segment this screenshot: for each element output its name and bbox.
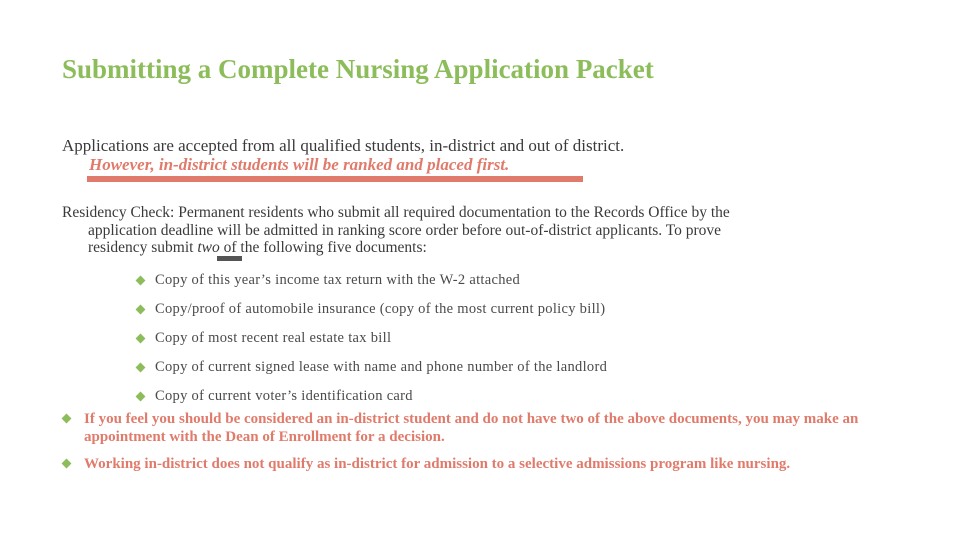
list-item bbox=[134, 353, 607, 382]
diamond-bullet-icon bbox=[62, 459, 72, 469]
diamond-bullet-icon bbox=[136, 276, 146, 286]
residency-line bbox=[62, 239, 862, 257]
note-item bbox=[60, 410, 890, 446]
highlight-mark bbox=[217, 256, 242, 261]
document-text: Copy of current signed lease with name and phone number of the landlord bbox=[155, 359, 608, 375]
notes-list bbox=[60, 410, 890, 482]
note-item bbox=[60, 455, 890, 473]
list-item bbox=[134, 266, 607, 295]
note-text: If you feel you should be considered an in-district student and do not have two of the above documents, you may make an appointment with the Dean of Enrollment for a decision. bbox=[84, 411, 859, 445]
diamond-bullet-icon bbox=[136, 334, 146, 344]
list-item bbox=[134, 324, 607, 353]
diamond-bullet-icon bbox=[136, 363, 146, 373]
document-list bbox=[134, 266, 607, 411]
intro-line: Applications are accepted from all qualified students, in-district and out of district. bbox=[62, 136, 625, 155]
residency-line: Residency Check: Permanent residents who submit all required documentation to the Records Office by the bbox=[62, 204, 730, 221]
residency-text: residency submit bbox=[88, 239, 198, 256]
list-item bbox=[134, 382, 607, 411]
residency-text: of the following five documents: bbox=[219, 239, 427, 256]
diamond-bullet-icon bbox=[62, 414, 72, 424]
emphasis-underline bbox=[87, 176, 583, 182]
document-text: Copy of most recent real estate tax bill bbox=[155, 330, 392, 346]
intro-emphasis: However, in-district students will be ranked and placed first. bbox=[89, 155, 510, 174]
residency-two: two bbox=[197, 239, 220, 256]
slide-title: Submitting a Complete Nursing Application Packet bbox=[62, 54, 654, 84]
intro-paragraph bbox=[62, 136, 922, 174]
diamond-bullet-icon bbox=[136, 305, 146, 315]
residency-line: application deadline will be admitted in ranking score order before out-of-district applicants. To prove bbox=[88, 221, 722, 239]
document-text: Copy/proof of automobile insurance (copy of the most current policy bill) bbox=[155, 301, 606, 317]
document-text: Copy of this year’s income tax return with the W-2 attached bbox=[155, 272, 521, 288]
diamond-bullet-icon bbox=[136, 392, 146, 402]
document-text: Copy of current voter’s identification card bbox=[155, 388, 413, 404]
residency-paragraph bbox=[62, 204, 862, 257]
note-text: Working in-district does not qualify as in-district for admission to a selective admissions program like nursing. bbox=[84, 456, 791, 472]
list-item bbox=[134, 295, 607, 324]
